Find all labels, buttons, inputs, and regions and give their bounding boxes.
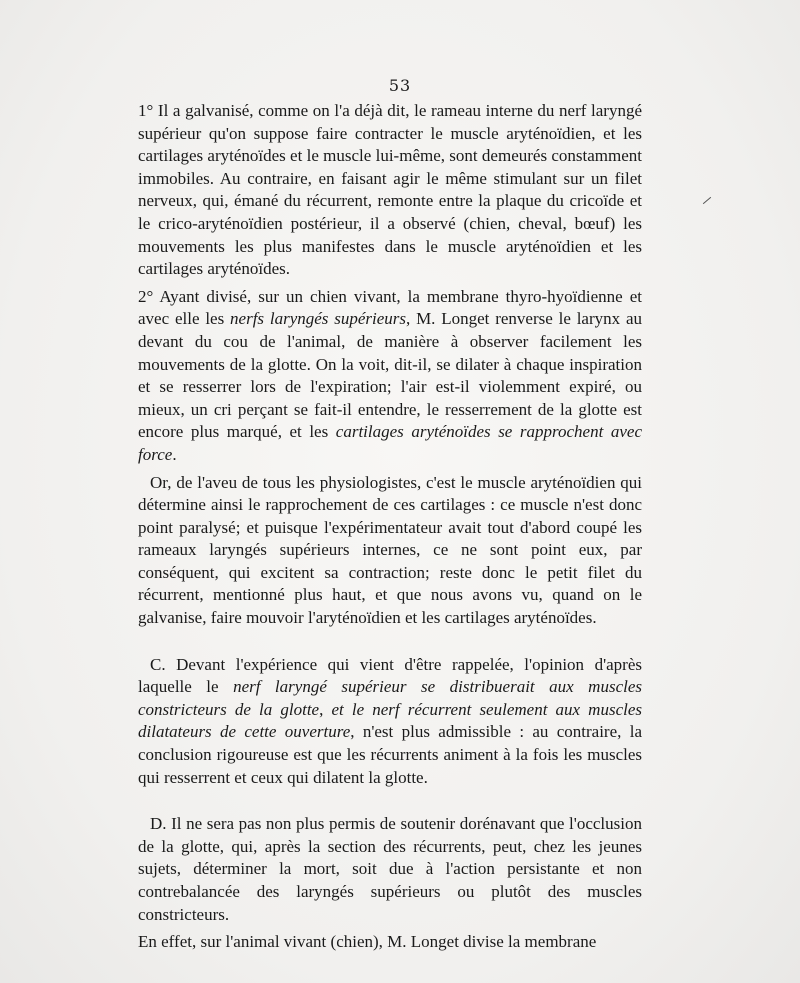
paragraph-6: En effet, sur l'animal vivant (chien), M. Longet divise la membrane (138, 932, 597, 952)
paragraph-4-part-e: , n'est plus admissible : au contraire, la conclusion rigoureuse est que les récurrents animent à la fois les muscles qui resserrent et ceux qui dilatent la glotte. (138, 722, 642, 787)
paragraph-4-italic-superior-nerve: nerf laryngé supérieur se distribuerait aux muscles constricteurs de la glotte (138, 677, 643, 719)
paragraph-5: D. Il ne sera pas non plus permis de soutenir dorénavant que l'occlusion de la glotte, qui, après la section des récurrents, peut, chez les jeunes sujets, déterminer la mort, soit due à l'action persistante et non contrebalancée des laryngés supérieurs ou plutôt des muscles constricteurs. (138, 814, 642, 924)
stray-pen-mark (703, 197, 711, 204)
paragraph-2-part-c: , M. Longet renverse le larynx au devant du cou de l'animal, de manière à observer facilement les mouvements de la glotte. On la voit, dit-il, se dilater à chaque inspiration et se resserrer lors de l'expiration; l'air est-il violemment expiré, ou mieux, un cri perçant se fait-il entendre, le resserrement de la glotte est encore plus marqué, et les (138, 309, 643, 442)
paragraph-2-part-e: . (172, 444, 177, 464)
paragraph-2 (138, 286, 642, 467)
paragraph-2-italic-nerves: nerfs laryngés supérieurs (230, 309, 406, 329)
paragraph-4-italic-recurrent-nerve: et le nerf récurrent seulement aux muscles dilatateurs de cette ouverture (138, 699, 643, 742)
paragraph-2-part-a: 2° Ayant divisé, sur un chien vivant, la membrane thyro-hyoïdienne et avec elle les (138, 286, 642, 329)
body-text (138, 100, 642, 954)
paragraph-3: Or, de l'aveu de tous les physiologistes, c'est le muscle aryténoïdien qui détermine ainsi le rapprochement de ces cartilages : ce muscle n'est donc point paralysé; et puisque l'expérimentateur avait tout d'abord coupé les rameaux laryngés supérieurs internes, ce ne sont point eux, par conséquent, qui excitent sa contraction; reste donc le petit filet du récurrent, mentionné plus haut, et que nous avons vu, quand on le galvanise, faire mouvoir l'aryténoïdien et les cartilages aryténoïdes. (138, 472, 642, 628)
page-number: 53 (388, 76, 412, 95)
paragraph-4 (138, 654, 642, 790)
paragraph-4-part-a: C. Devant l'expérience qui vient d'être rappelée, l'opinion d'après laquelle le (138, 654, 642, 697)
paragraph-4-part-c: , (319, 699, 332, 719)
paragraph-2-italic-cartilages: cartilages aryténoïdes se rapprochent avec force (138, 422, 643, 464)
paragraph-1: 1° Il a galvanisé, comme on l'a déjà dit, le rameau interne du nerf laryngé supérieur qu'on suppose faire contracter le muscle aryténoïdien, et les cartilages aryténoïdes et le muscle lui-même, sont demeurés constamment immobiles. Au contraire, en faisant agir le même stimulant sur un filet nerveux, qui, émané du récurrent, remonte entre la plaque du cricoïde et le crico-aryténoïdien postérieur, il a observé (chien, cheval, bœuf) les mouvements les plus manifestes dans le muscle aryténoïdien et les cartilages aryténoïdes. (138, 101, 642, 279)
